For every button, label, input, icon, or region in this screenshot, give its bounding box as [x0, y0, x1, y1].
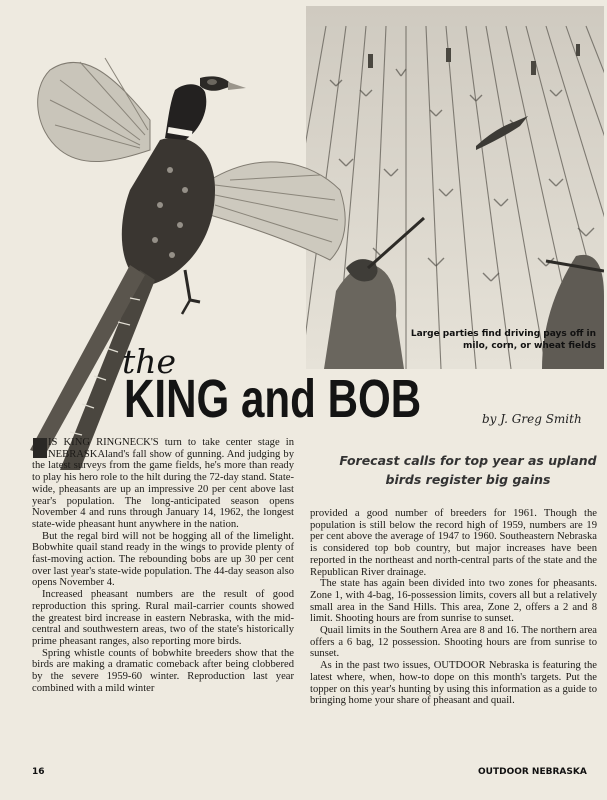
- page-number: 16: [32, 767, 45, 777]
- magazine-name: OUTDOOR NEBRASKA: [478, 767, 587, 777]
- paragraph: Increased pheasant numbers are the result of good reproduction this spring. Rural mail-carrier counts showed the greatest bird increase in eastern Nebraska, with the mid-central and southwestern areas, two of the state's historically prime pheasant ranges, also reporting more birds.: [32, 589, 294, 647]
- paragraph: Quail limits in the Southern Area are 8 and 16. The northern area offers a 6 bag, 12 possession. Shooting hours are from sunrise to sunset.: [310, 625, 597, 660]
- paragraph: Spring whistle counts of bobwhite breeders show that the birds are making a dramatic comeback after being clobbered by the severe 1959-60 winter. Reproduction last year combined with a mild winter: [32, 647, 294, 694]
- paragraph: provided a good number of breeders for 1961. Though the population is still below the record high of 1959, numbers are 19 per cent above the average of 1947 to 1960. Southeastern Nebraska is considered top bob country, but major increases have been reported in the northeast and north-central parts of the state and the Republican River drainage.: [310, 508, 597, 578]
- paragraph: But the regal bird will not be hogging all of the limelight. Bobwhite quail stand ready in the wings to provide plenty of fast-moving action. The rebounding bobs are up 30 per cent over last year's state-wide population. The 44-day season also opens November 4.: [32, 530, 294, 589]
- page-title: KING and BOB: [124, 369, 422, 429]
- article-column-1: [32, 437, 294, 694]
- title-the: the: [122, 342, 177, 381]
- paragraph: IS KING RINGNECK'S turn to take center stage in NEBRASKAland's fall show of gunning. And judging by the latest surveys from the game fields, he's more than ready to play his hero role to the hilt during the 72-day stand. State-wide, pheasants are up an impressive 20 per cent above last year's population. The long-anticipated season opens November 4 and runs through January 14, 1962, the longest state-wide pheasant hunt anywhere in the nation.: [32, 437, 294, 530]
- author-byline: by J. Greg Smith: [482, 412, 582, 426]
- photo-caption: Large parties find driving pays off in milo, corn, or wheat fields: [410, 329, 596, 351]
- paragraph: As in the past two issues, OUTDOOR Nebraska is featuring the latest where, when, how-to dope on this month's targets. Put the topper on this year's hunting by using this information as a guide to bringing home your share of pheasant and quail.: [310, 660, 597, 707]
- article-column-2: [310, 508, 597, 707]
- article-subhead: Forecast calls for top year as upland birds register big gains: [339, 453, 597, 487]
- drop-cap-ornament: [32, 437, 48, 459]
- paragraph: The state has again been divided into two zones for pheasants. Zone 1, with 4-bag, 16-possession limits, covers all but a relatively small area in the Sand Hills. This area, Zone 2, offers a 2 and 8 limit. Shooting hours are from sunrise to sunset.: [310, 578, 597, 625]
